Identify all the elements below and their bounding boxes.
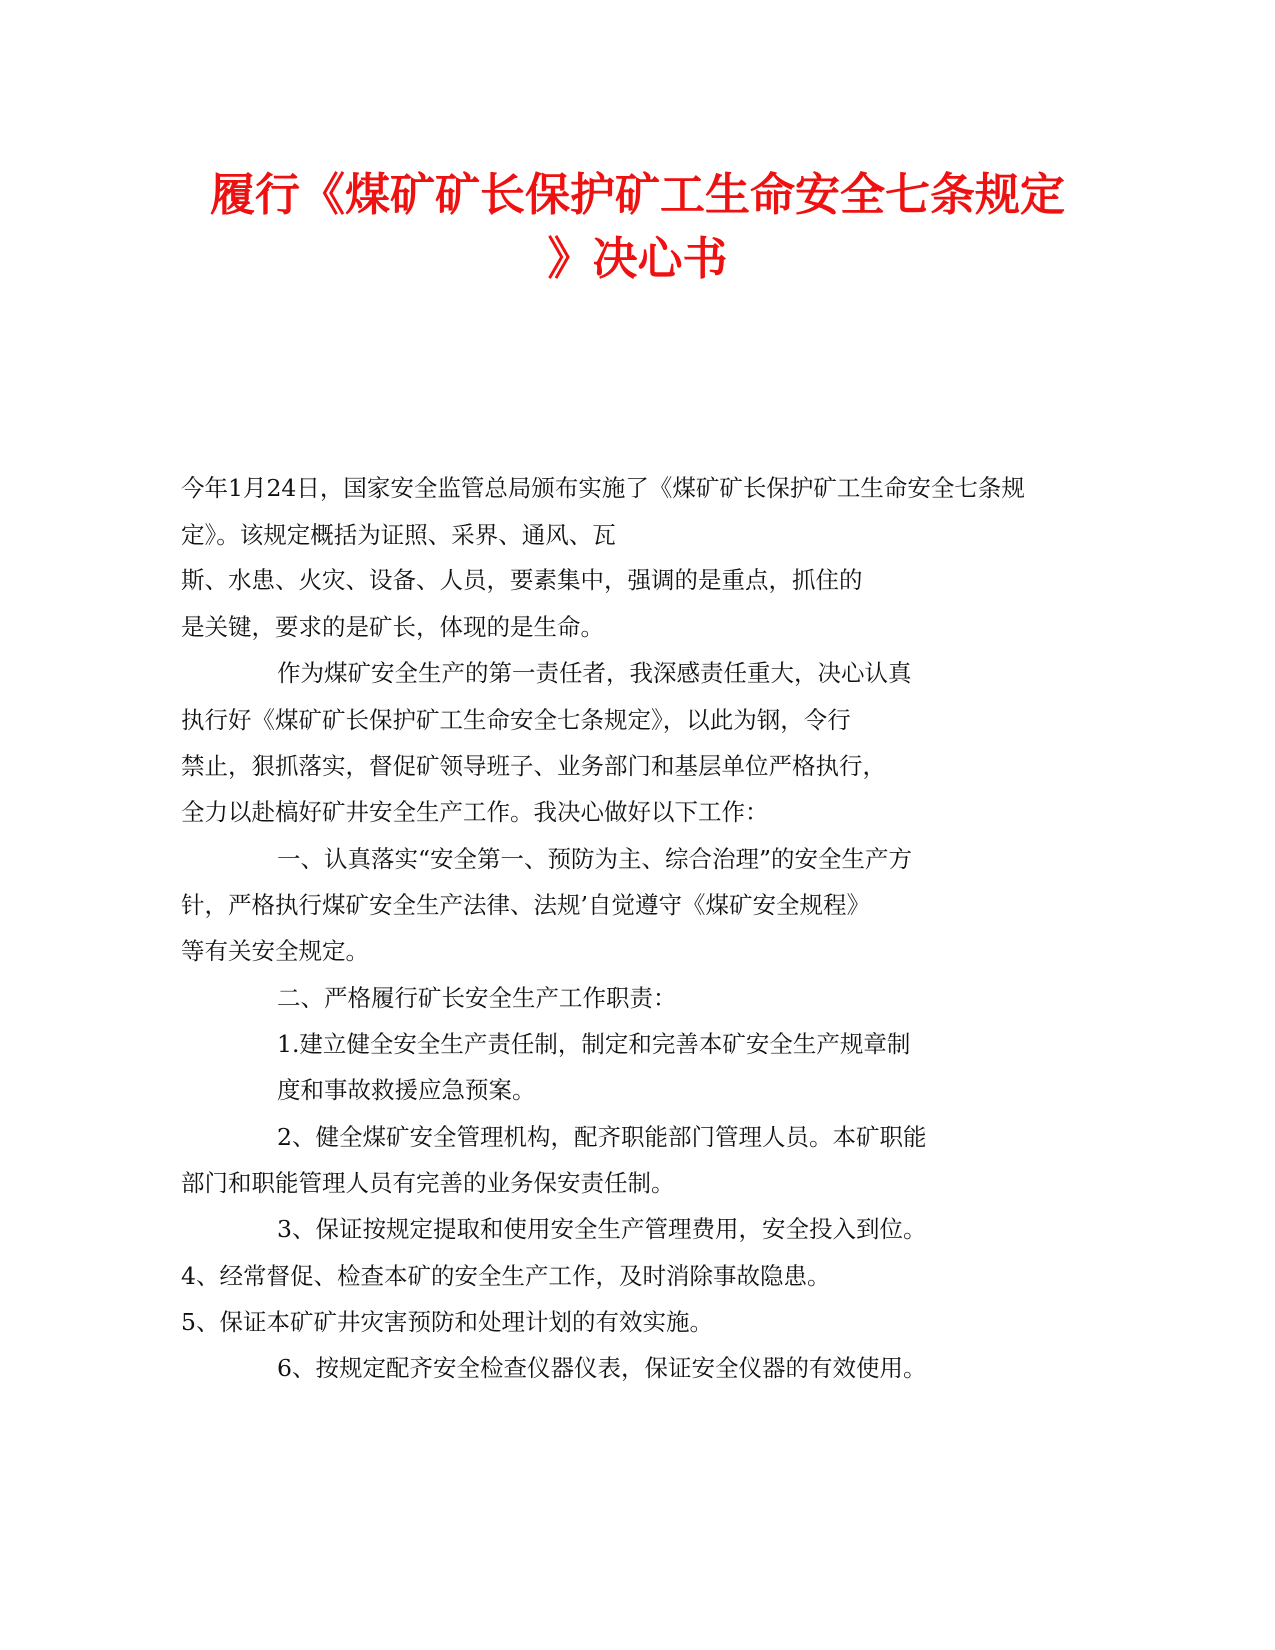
body-line: 等有关安全规定。 (181, 937, 369, 965)
body-line: 定》。该规定概括为证照、采界、通风、瓦 (181, 521, 616, 549)
body-line: 6、按规定配齐安全检查仪器仪表，保证安全仪器的有效使用。 (277, 1354, 927, 1382)
document-title-line-1: 履行《煤矿矿长保护矿工生命安全七条规定 (209, 168, 1065, 221)
body-line: 2、健全煤矿安全管理机构，配齐职能部门管理人员。本矿职能 (277, 1123, 927, 1151)
body-line: 5、保证本矿矿井灾害预防和处理计划的有效实施。 (181, 1308, 713, 1336)
body-line: 二、严格履行矿长安全生产工作职责： (277, 984, 677, 1012)
body-line: 作为煤矿安全生产的第一责任者，我深感责任重大，决心认真 (277, 659, 912, 687)
body-line: 斯、水患、火灾、设备、人员，要素集中，强调的是重点，抓住的 (181, 566, 863, 594)
body-line: 针，严格执行煤矿安全生产法律、法规’自觉遵守《煤矿安全规程》 (181, 891, 870, 919)
body-line: 1.建立健全安全生产责任制，制定和完善本矿安全生产规章制 (277, 1030, 911, 1058)
body-line: 3、保证按规定提取和使用安全生产管理费用，安全投入到位。 (277, 1215, 927, 1243)
body-line: 今年1月24日，国家安全监管总局颁布实施了《煤矿矿长保护矿工生命安全七条规 (181, 474, 1025, 502)
body-line: 一、认真落实“安全第一、预防为主、综合治理”的安全生产方 (277, 845, 913, 873)
body-line: 全力以赴槁好矿井安全生产工作。我决心做好以下工作： (181, 798, 769, 826)
body-line: 是关键，要求的是矿长，体现的是生命。 (181, 613, 604, 641)
body-line: 4、经常督促、检查本矿的安全生产工作，及时消除事故隐患。 (181, 1262, 831, 1290)
body-line: 部门和职能管理人员有完善的业务保安责任制。 (181, 1169, 675, 1197)
body-line: 度和事故救援应急预案。 (277, 1076, 536, 1104)
document-title-line-2: 》决心书 (547, 232, 728, 285)
body-line: 禁止，狠抓落实，督促矿领导班子、业务部门和基层单位严格执行， (181, 752, 886, 780)
body-line: 执行好《煤矿矿长保护矿工生命安全七条规定》，以此为钢，令行 (181, 706, 851, 734)
